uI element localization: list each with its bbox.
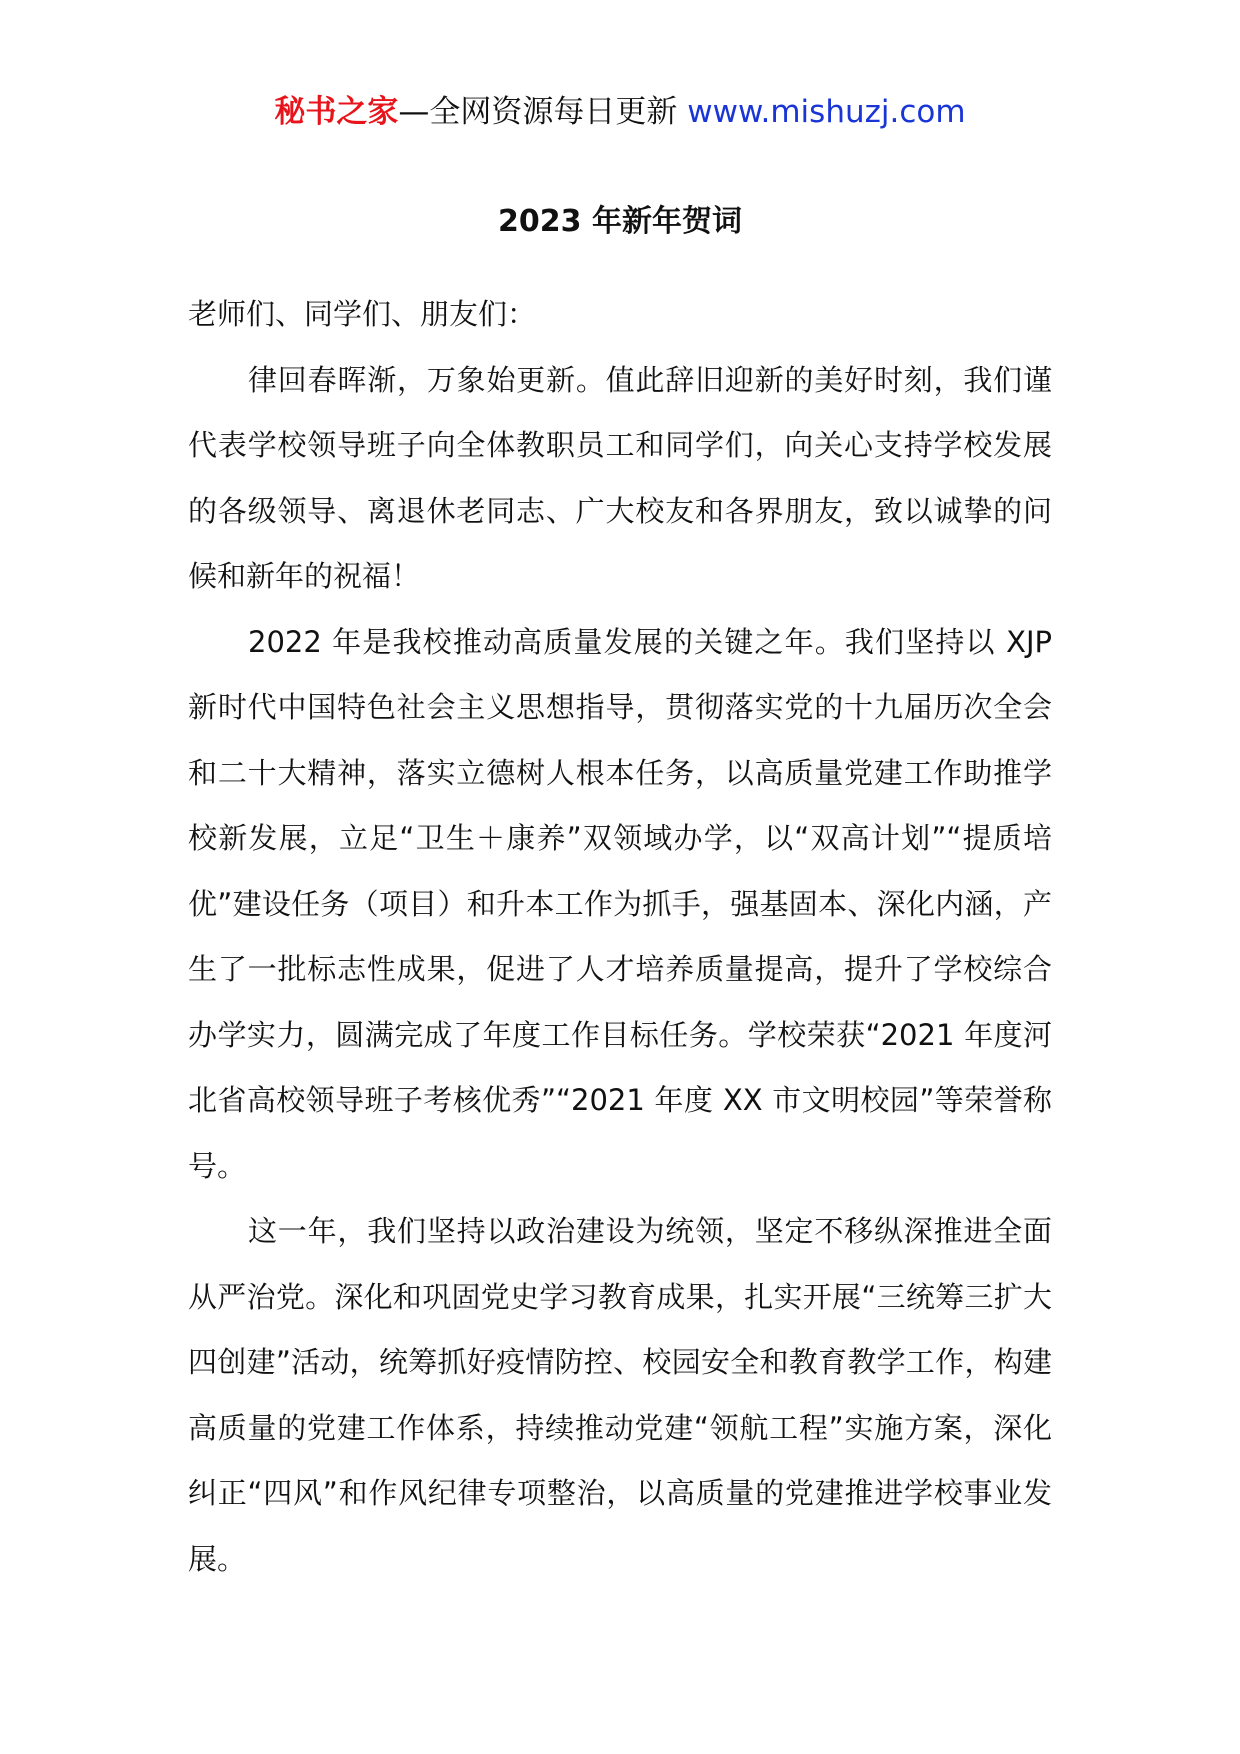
document-body: [188, 282, 1052, 1592]
paragraph: 律回春晖渐，万象始更新。值此辞旧迎新的美好时刻，我们谨代表学校领导班子向全体教职员工和同学们，向关心支持学校发展的各级领导、离退休老同志、广大校友和各界朋友，致以诚挚的问候和新年的祝福！: [188, 362, 1052, 593]
site-url-link[interactable]: www.mishuzj.com: [687, 94, 966, 130]
document-title: 2023 年新年贺词: [498, 204, 742, 239]
header-tagline: —全网资源每日更新: [398, 94, 688, 130]
salutation: 老师们、同学们、朋友们：: [188, 297, 537, 331]
brand-name: 秘书之家: [274, 94, 399, 130]
paragraph: 这一年，我们坚持以政治建设为统领，坚定不移纵深推进全面从严治党。深化和巩固党史学习教育成果，扎实开展“三统筹三扩大四创建”活动，统筹抓好疫情防控、校园安全和教育教学工作，构建高质量的党建工作体系，持续推动党建“领航工程”实施方案，深化纠正“四风”和作风纪律专项整治，以高质量的党建推进学校事业发展。: [188, 1214, 1052, 1576]
paragraph: 2022 年是我校推动高质量发展的关键之年。我们坚持以 XJP 新时代中国特色社会主义思想指导，贯彻落实党的十九届历次全会和二十大精神，落实立德树人根本任务，以高质量党建工作助推学校新发展，立足“卫生＋康养”双领域办学，以“双高计划”“提质培优”建设任务（项目）和升本工作为抓手，强基固本、深化内涵，产生了一批标志性成果，促进了人才培养质量提高，提升了学校综合办学实力，圆满完成了年度工作目标任务。学校荣获“2021 年度河北省高校领导班子考核优秀”“2021 年度 XX 市文明校园”等荣誉称号。: [188, 624, 1052, 1183]
site-header: [0, 92, 1240, 132]
